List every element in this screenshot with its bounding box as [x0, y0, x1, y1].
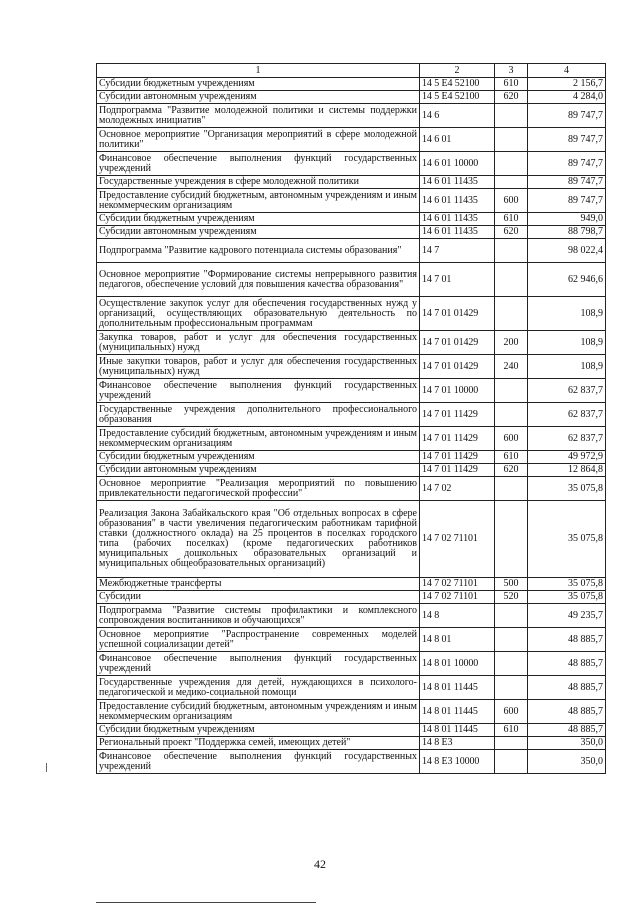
row-amount-cell: 89 747,7: [528, 176, 606, 189]
row-amount-cell: 108,9: [528, 355, 606, 379]
row-amount-cell: 49 235,7: [528, 604, 606, 628]
row-name-cell: Основное мероприятие "Формирование системы непрерывного развития педагогов, обеспечение условий для повышения качества образования": [97, 263, 420, 297]
row-amount-cell: 48 885,7: [528, 652, 606, 676]
row-name-cell: Предоставление субсидий бюджетным, автономным учреждениям и иным некоммерческим организациям: [97, 700, 420, 724]
column-header: 3: [495, 64, 528, 78]
row-amount-cell: 35 075,8: [528, 578, 606, 591]
row-name-cell: Субсидии автономным учреждениям: [97, 91, 420, 104]
row-code-cell: 14 8 Е3: [420, 737, 495, 750]
row-type-cell: 600: [495, 700, 528, 724]
row-name-cell: Подпрограмма "Развитие системы профилактики и комплексного сопровождения воспитанников и обучающихся": [97, 604, 420, 628]
row-name-cell: Реализация Закона Забайкальского края "Об отдельных вопросах в сфере образования" в части увеличения педагогическим работникам тарифной ставки (должностного оклада) на 25 процентов в поселках городского типа (рабочих поселках) (кроме педагогических работников муниципальных дошкольных образовательных организаций и муниципальных общеобразовательных организаций): [97, 501, 420, 578]
table-row: [97, 652, 606, 676]
row-name-cell: Иные закупки товаров, работ и услуг для обеспечения государственных (муниципальных) нужд: [97, 355, 420, 379]
column-header: 2: [420, 64, 495, 78]
table-row: [97, 403, 606, 427]
row-type-cell: [495, 263, 528, 297]
row-type-cell: 600: [495, 427, 528, 451]
row-name-cell: Основное мероприятие "Реализация мероприятий по повышению привлекательности педагогической профессии": [97, 477, 420, 501]
table-header-row: [97, 64, 606, 78]
row-code-cell: 14 6 01 11435: [420, 189, 495, 213]
row-name-cell: Государственные учреждения дополнительного профессионального образования: [97, 403, 420, 427]
column-header: 4: [528, 64, 606, 78]
table-row: [97, 239, 606, 263]
row-type-cell: [495, 379, 528, 403]
row-code-cell: 14 6 01: [420, 128, 495, 152]
row-name-cell: Финансовое обеспечение выполнения функций государственных учреждений: [97, 652, 420, 676]
row-type-cell: 240: [495, 355, 528, 379]
row-type-cell: 620: [495, 226, 528, 239]
table-row: [97, 464, 606, 477]
row-type-cell: [495, 176, 528, 189]
row-name-cell: Закупка товаров, работ и услуг для обеспечения государственных (муниципальных) нужд: [97, 331, 420, 355]
margin-mark: [46, 763, 47, 772]
row-type-cell: 500: [495, 578, 528, 591]
row-name-cell: Основное мероприятие "Организация мероприятий в сфере молодежной политики": [97, 128, 420, 152]
row-name-cell: Подпрограмма "Развитие кадрового потенциала системы образования": [97, 239, 420, 263]
row-type-cell: [495, 628, 528, 652]
row-type-cell: [495, 128, 528, 152]
row-type-cell: 620: [495, 464, 528, 477]
row-code-cell: 14 8: [420, 604, 495, 628]
row-amount-cell: 89 747,7: [528, 128, 606, 152]
row-type-cell: 610: [495, 451, 528, 464]
row-amount-cell: 949,0: [528, 213, 606, 226]
table-row: [97, 297, 606, 331]
row-name-cell: Подпрограмма "Развитие молодежной политики и системы поддержки молодежных инициатив": [97, 104, 420, 128]
row-amount-cell: 62 837,7: [528, 427, 606, 451]
row-amount-cell: 350,0: [528, 750, 606, 774]
row-code-cell: 14 8 01: [420, 628, 495, 652]
table-row: [97, 604, 606, 628]
row-code-cell: 14 7 01: [420, 263, 495, 297]
budget-table-body: [97, 64, 606, 774]
row-code-cell: 14 7 01 11429: [420, 464, 495, 477]
table-row: [97, 104, 606, 128]
table-row: [97, 355, 606, 379]
row-name-cell: Субсидии автономным учреждениям: [97, 464, 420, 477]
row-type-cell: 200: [495, 331, 528, 355]
row-type-cell: 610: [495, 724, 528, 737]
row-code-cell: 14 8 01 11445: [420, 676, 495, 700]
table-row: [97, 427, 606, 451]
row-type-cell: [495, 104, 528, 128]
table-row: [97, 213, 606, 226]
row-amount-cell: 12 864,8: [528, 464, 606, 477]
row-name-cell: Субсидии бюджетным учреждениям: [97, 78, 420, 91]
row-type-cell: [495, 676, 528, 700]
table-row: [97, 700, 606, 724]
row-type-cell: [495, 239, 528, 263]
column-header: 1: [97, 64, 420, 78]
row-code-cell: 14 7 01 11429: [420, 451, 495, 464]
row-name-cell: Региональный проект "Поддержка семей, имеющих детей": [97, 737, 420, 750]
row-amount-cell: 108,9: [528, 297, 606, 331]
row-name-cell: Основное мероприятие "Распространение современных моделей успешной социализации детей": [97, 628, 420, 652]
row-amount-cell: 48 885,7: [528, 700, 606, 724]
row-amount-cell: 89 747,7: [528, 189, 606, 213]
row-amount-cell: 62 946,6: [528, 263, 606, 297]
row-code-cell: 14 6 01 11435: [420, 176, 495, 189]
row-amount-cell: 2 156,7: [528, 78, 606, 91]
table-row: [97, 737, 606, 750]
row-name-cell: Осуществление закупок услуг для обеспечения государственных нужд у организаций, осуществляющих образовательную деятельность по дополнительным профессиональным программам: [97, 297, 420, 331]
row-code-cell: 14 8 01 10000: [420, 652, 495, 676]
row-amount-cell: 35 075,8: [528, 477, 606, 501]
table-row: [97, 379, 606, 403]
row-amount-cell: 48 885,7: [528, 676, 606, 700]
row-name-cell: Финансовое обеспечение выполнения функций государственных учреждений: [97, 750, 420, 774]
row-amount-cell: 35 075,8: [528, 501, 606, 578]
row-amount-cell: 89 747,7: [528, 152, 606, 176]
table-row: [97, 78, 606, 91]
row-amount-cell: 62 837,7: [528, 403, 606, 427]
row-code-cell: 14 7 02 71101: [420, 501, 495, 578]
row-amount-cell: 108,9: [528, 331, 606, 355]
row-code-cell: 14 6: [420, 104, 495, 128]
row-amount-cell: 62 837,7: [528, 379, 606, 403]
row-code-cell: 14 7 02 71101: [420, 591, 495, 604]
row-type-cell: [495, 750, 528, 774]
row-name-cell: Финансовое обеспечение выполнения функций государственных учреждений: [97, 152, 420, 176]
table-row: [97, 750, 606, 774]
row-code-cell: 14 5 Е4 52100: [420, 91, 495, 104]
row-amount-cell: 88 798,7: [528, 226, 606, 239]
row-code-cell: 14 6 01 10000: [420, 152, 495, 176]
row-type-cell: 610: [495, 213, 528, 226]
row-code-cell: 14 7 01 01429: [420, 297, 495, 331]
table-row: [97, 578, 606, 591]
table-row: [97, 128, 606, 152]
row-amount-cell: 89 747,7: [528, 104, 606, 128]
row-amount-cell: 49 972,9: [528, 451, 606, 464]
budget-table: [96, 63, 606, 774]
table-row: [97, 451, 606, 464]
row-type-cell: 610: [495, 78, 528, 91]
table-row: [97, 226, 606, 239]
row-type-cell: 520: [495, 591, 528, 604]
row-amount-cell: 98 022,4: [528, 239, 606, 263]
row-code-cell: 14 8 Е3 10000: [420, 750, 495, 774]
row-name-cell: Субсидии: [97, 591, 420, 604]
row-code-cell: 14 7 01 11429: [420, 403, 495, 427]
row-code-cell: 14 8 01 11445: [420, 724, 495, 737]
row-code-cell: 14 7: [420, 239, 495, 263]
row-code-cell: 14 7 01 10000: [420, 379, 495, 403]
table-row: [97, 152, 606, 176]
row-type-cell: [495, 297, 528, 331]
row-type-cell: [495, 403, 528, 427]
row-type-cell: [495, 501, 528, 578]
row-code-cell: 14 5 Е4 52100: [420, 78, 495, 91]
row-amount-cell: 4 284,0: [528, 91, 606, 104]
table-row: [97, 331, 606, 355]
row-type-cell: [495, 477, 528, 501]
footnote-rule: [96, 902, 316, 903]
row-type-cell: [495, 152, 528, 176]
row-type-cell: [495, 652, 528, 676]
row-type-cell: 600: [495, 189, 528, 213]
row-name-cell: Субсидии автономным учреждениям: [97, 226, 420, 239]
row-code-cell: 14 7 02 71101: [420, 578, 495, 591]
table-row: [97, 501, 606, 578]
row-code-cell: 14 6 01 11435: [420, 226, 495, 239]
row-code-cell: 14 7 01 11429: [420, 427, 495, 451]
row-code-cell: 14 8 01 11445: [420, 700, 495, 724]
row-name-cell: Субсидии бюджетным учреждениям: [97, 451, 420, 464]
row-type-cell: [495, 737, 528, 750]
row-code-cell: 14 7 02: [420, 477, 495, 501]
table-row: [97, 676, 606, 700]
row-code-cell: 14 6 01 11435: [420, 213, 495, 226]
row-code-cell: 14 7 01 01429: [420, 355, 495, 379]
row-name-cell: Предоставление субсидий бюджетным, автономным учреждениям и иным некоммерческим организациям: [97, 189, 420, 213]
row-name-cell: Финансовое обеспечение выполнения функций государственных учреждений: [97, 379, 420, 403]
row-name-cell: Предоставление субсидий бюджетным, автономным учреждениям и иным некоммерческим организациям: [97, 427, 420, 451]
row-name-cell: Межбюджетные трансферты: [97, 578, 420, 591]
row-name-cell: Государственные учреждения для детей, нуждающихся в психолого-педагогической и медико-социальной помощи: [97, 676, 420, 700]
table-row: [97, 176, 606, 189]
table-row: [97, 724, 606, 737]
row-name-cell: Субсидии бюджетным учреждениям: [97, 213, 420, 226]
row-amount-cell: 48 885,7: [528, 628, 606, 652]
table-row: [97, 263, 606, 297]
row-type-cell: [495, 604, 528, 628]
page-number: 42: [314, 857, 326, 871]
row-amount-cell: 48 885,7: [528, 724, 606, 737]
row-amount-cell: 350,0: [528, 737, 606, 750]
table-row: [97, 477, 606, 501]
row-name-cell: Государственные учреждения в сфере молодежной политики: [97, 176, 420, 189]
row-code-cell: 14 7 01 01429: [420, 331, 495, 355]
row-type-cell: 620: [495, 91, 528, 104]
table-row: [97, 591, 606, 604]
table-row: [97, 628, 606, 652]
table-row: [97, 189, 606, 213]
row-name-cell: Субсидии бюджетным учреждениям: [97, 724, 420, 737]
row-amount-cell: 35 075,8: [528, 591, 606, 604]
table-row: [97, 91, 606, 104]
